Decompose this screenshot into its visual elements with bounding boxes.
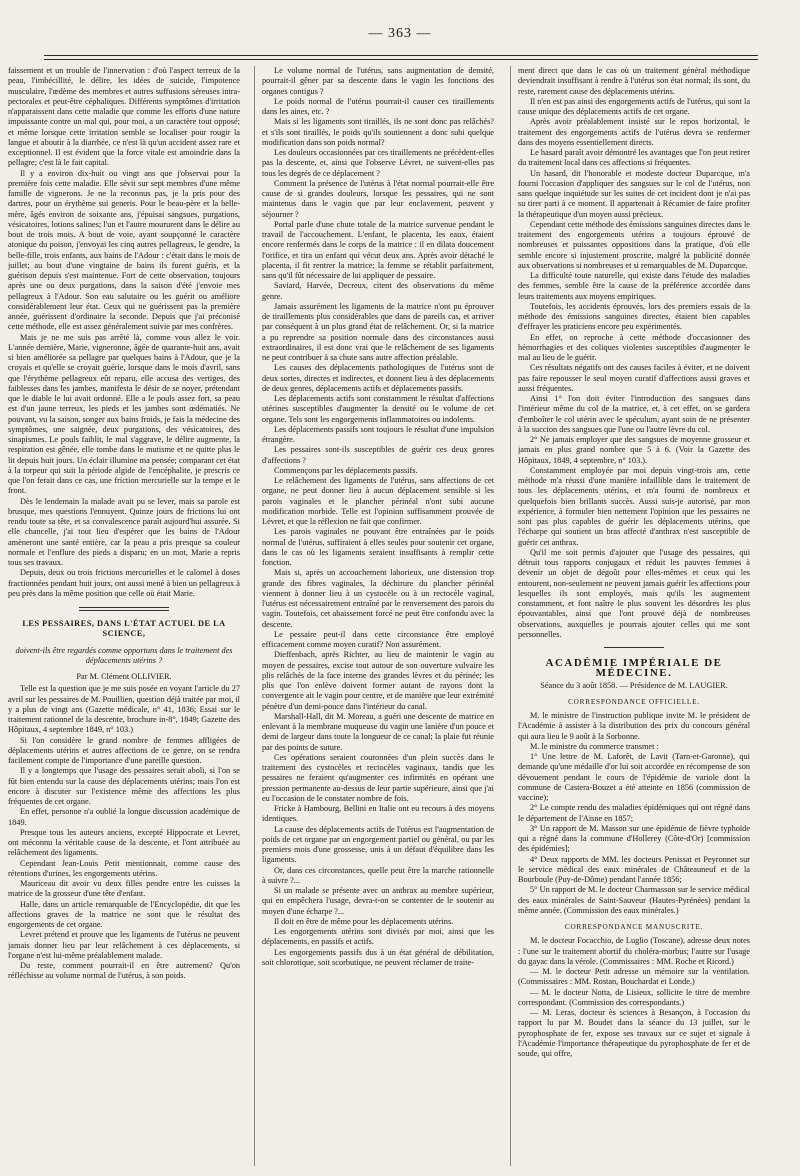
column-divider [254,66,255,1166]
article-subtitle: doivent-ils être regardés comme opportuns dans le traitement des déplacements utérins ? [15,645,233,665]
section-separator [604,647,664,648]
paragraph: Marshall-Hall, dit M. Moreau, a guéri une descente de matrice en enlevant à la membrane muqueuse du vagin une lanière d'un pouce et demi de largeur dans toute la longueur de ce canal; la plaie fut réunie par des points de suture. [262,711,494,752]
paragraph: Cependant cette méthode des émissions sanguines directes dans le traitement des engorgements utérins a toujours éprouvé de nombreuses et puissantes oppositions dans la pratique, d'où elle semble encore si injustement proscrite, malgré la publicité donnée aux observations si nombreuses et si remarquables de M. Duparcque. [518,219,750,270]
paragraph: Si l'on considère le grand nombre de femmes affligées de déplacements utérins et autres affections de ce genre, on se rendra facilement compte de l'importance d'une pareille question. [8,735,240,765]
paragraph: Telle est la question que je me suis posée en voyant l'article du 27 avril sur les pessaires de M. Pouillien, question déjà traitée par moi, il y a plus de vingt ans (Gazette médicale, n° 41, 1836; Essai sur le traitement rationnel de la descente, brochure in-8°, 1849; Gazette des Hôpitaux, 4 septembre 1849, n° 103.) [8,684,240,735]
paragraph: M. le ministre de l'instruction publique invite M. le président de l'Académie à assister à la distribution des prix du concours général qui aura lieu le 9 août à la Sorbonne. [518,711,750,741]
paragraph: Levret prétend et prouve que les ligaments de l'utérus ne peuvent jamais donner lieu par leur relâchement à ces déplacements, si l'organe n'est lui-même préalablement malade. [8,930,240,960]
paragraph: 4° Deux rapports de MM. les docteurs Penissat et Peyronnet sur le service médical des eaux minérales de Châteauneuf et de la Bourboule (Puy-de-Dôme) pendant l'année 1856; [518,854,750,884]
paragraph: — M. le docteur Petit adresse un mémoire sur la ventilation. (Commissaires : MM. Rostan, Bouchardat et Londe.) [518,967,750,987]
paragraph: Le poids normal de l'utérus pourrait-il causer ces tiraillements dans les aines, etc. ? [262,96,494,116]
paragraph: Il y a environ dix-huit ou vingt ans que j'observai pour la première fois cette maladie. Elle sévit sur sept membres d'une même famille de vignerons. Je ne la reconnus pas, je la pris pour des dartres, pour un érythème sui generis. Pour le beau-père et la belle-mère, âgés environ de soixante ans, j'épuisai sangsues, purgations, vésicatoires, lotions salines; l'un et l'autre moururent dans le délire au bout de trois mois. A bout de voie, ayant soupçonné le caractère atonique du poison, j'envoyai les cinq autres pellagreux, le gendre, la belle-fille, trois enfants, aux bains de l'Adour : c'était dans le mois de juillet; au bout d'une vingtaine de bains ils furent guéris, et la guérison depuis s'est maintenue. Fort de cette observation, toujours après une ou deux purgations, dans la saison d'été j'envoie mes pellagreux à l'Adour. Son eau salutaire ou les guérit ou améliore considérablement leur état. Ceux qui ne guérissent pas la première année, guérissent d'ordinaire la seconde. Depuis que j'ai préconisé cette méthode, elle est assez généralement suivie par mes confrères. [8,168,240,332]
paragraph: Constamment employée par moi depuis vingt-trois ans, cette méthode m'a réussi d'une manière infaillible dans le traitement de tous les déplacements utérins, et m'a fourni de nombreux et quelquefois bien brillants succès. Aussi suis-je autorisé, par mon expérience, à formuler bien nettement l'opinion que les pessaires ne sont pas plus capables de guérir les déplacements utérins, que l'écharpe qui soutient un bras affecté d'anthrax n'est susceptible de guérir cet anthrax. [518,465,750,547]
paragraph: Après avoir préalablement insisté sur le repos horizontal, le traitement des engorgements actifs de l'utérus devra se renfermer dans des moyens essentiellement directs. [518,117,750,147]
paragraph: faissement et un trouble de l'innervation : d'où l'aspect terreux de la peau, l'imbécillité, le délire, les idées de suicide, l'impotence musculaire, l'œdème des membres et autres suffusions séreuses intra-pectorales et peut-être céphaliques. Différents symptômes d'irritation n'apparaissent dans cette maladie que comme les efforts d'une nature impuissante contre un mal qui, pour moi, a un caractère tout opposé; et même lorsque cette irritation semble se localiser pour rougir la langue et aboutir à la diarrhée, ce n'est là qu'un accident assez rare et exceptionnel. Il est évident que la force vitale est amoindrie dans la pellagre; c'est là le fait capital. [8,66,240,168]
paragraph: Mauriceau dit avoir vu deux filles pendre entre les cuisses la matrice de la grosseur d'une tête d'enfant. [8,879,240,899]
paragraph: Toutefois, les accidents éprouvés, lors des premiers essais de la méthode des émissions sanguines directes, étaient bien capables d'effrayer les praticiens encore peu expérimentés. [518,301,750,332]
paragraph: Mais si, après un accouchement laborieux, une distension trop grande des fibres vaginales, la déchirure du plancher périnéal viennent à donner lieu à un cystocèle ou à un rectocèle vaginal, l'utérus est nécessairement entraîné par le renversement des parois du vagin. Toutefois, cet abaissement forcé ne peut être confondu avec la descente. [262,568,494,629]
paragraph: Les engorgements passifs dus à un état général de débilitation, soit chlorotique, soit scorbutique, ne peuvent réclamer de traite- [262,947,494,967]
paragraph: Les déplacements actifs sont constamment le résultat d'affections utérines susceptibles d'augmenter la densité ou le volume de cet organe. Tels sont les engorgements inflammatoires ou indolents. [262,394,494,424]
paragraph: Portal parle d'une chute totale de la matrice survenue pendant le travail de l'accouchement. L'enfant, le placenta, les eaux, étaient encore renfermés dans le corps de la matrice : il en dilata doucement l'orifice, et tira un enfant qui vécut deux ans. Après avoir détaché le placenta, il fit rentrer la matrice; la femme se rétablit parfaitement, sans qu'il fût nécessaire de lui appliquer de pessaire. [262,219,494,280]
paragraph: 2° Le compte rendu des maladies épidémiques qui ont régné dans le département de l'Aisne en 1857; [518,803,750,823]
paragraph: Qu'il me soit permis d'ajouter que l'usage des pessaires, qui détruit tous rapports conjugaux et réduit les pauvres femmes à devenir un objet de dégoût pour elles-mêmes et ceux qui les entourent, non-seulement ne peuvent jamais guérir les affections pour lesquelles ils sont employés, mais qu'ils les augmentent constamment, et font naître le plus souvent les désordres les plus épouvantables, ainsi que l'ont prouvé déjà de nombreuses observations, auxquelles je pourrais ajouter celles qui me sont personnelles. [518,547,750,639]
section-separator [79,607,169,611]
paragraph: Presque tous les auteurs anciens, excepté Hippocrate et Levret, ont méconnu la véritable cause de la descente, et l'ont attribuée au relâchement des ligaments. [8,827,240,858]
article-title: LES PESSAIRES, DANS L'ÉTAT ACTUEL DE LA SCIENCE, [22,619,226,639]
paragraph: Il y a longtemps que l'usage des pessaires serait aboli, si l'on se fût bien entendu sur la cause des déplacements utérins; mais l'on est encore à discuter sur l'existence même des affections les plus fréquentes de cet organe. [8,766,240,806]
paragraph: Fricke à Hambourg, Bellini en Italie ont eu recours à des moyens identiques. [262,804,494,824]
paragraph: ment direct que dans le cas où un traitement général méthodique deviendrait insuffisant à rendre à l'utérus son état normal; ils sont, du reste, rarement cause des déplacements utérins. [518,66,750,96]
paragraph: La cause des déplacements actifs de l'utérus est l'augmentation de poids de cet organe par un engorgement partiel ou général, ou par les premiers mois d'une grossesse, unis à un défaut d'équilibre dans les ligaments. [262,824,494,865]
paragraph: 5° Un rapport de M. le docteur Charmasson sur le service médical des eaux minérales de Saint-Sauveur (Hautes-Pyrénées) pendant la même année. (Commission des eaux minérales.) [518,885,750,915]
paragraph: La difficulté toute naturelle, qui existe dans l'étude des maladies des femmes, semble être la cause de la préférence accordée dans leurs traitements aux moyens empiriques. [518,271,750,301]
official-correspondence-heading: CORRESPONDANCE OFFICIELLE. [568,697,700,706]
paragraph: Si un malade se présente avec un anthrax au membre supérieur, qui en empêchera l'usage, devra-t-on se contenter de le soutenir au moyen d'une écharpe ?... [262,886,494,916]
page-number: — 363 — [368,26,432,41]
paragraph: 1° Une lettre de M. Laforêt, de Lavit (Tarn-et-Garonne), qui demande qu'une médaille d'or lui soit accordée en récompense de son dévouement pendant le cours de l'épidémie de variole dont la commune de Castera-Bouzet a été atteinte en 1856 (commission de vaccine); [518,752,750,802]
paragraph: Halle, dans un article remarquable de l'Encyclopédie, dit que les affections graves de la matrice ne sont que le résultat des engorgements de cet organe. [8,899,240,929]
paragraph: Les déplacements passifs sont toujours le résultat d'une impulsion étrangère. [262,424,494,444]
paragraph: Depuis, deux ou trois frictions mercurielles et le calomel à doses fractionnées pendant huit jours, ont aussi mené à bien un pellagreux à peu près dans la même position que celle où était Marie. [8,568,240,598]
paragraph: Or, dans ces circonstances, quelle peut être la marche rationnelle à suivre ?... [262,865,494,885]
paragraph: En effet, on reproche à cette méthode d'occasionner des hémorrhagies et des coliques violentes susceptibles d'augmenter le mal au lieu de le guérir. [518,332,750,362]
paragraph: Le volume normal de l'utérus, sans augmentation de densité, pourrait-il gêner par sa descente dans le vagin les fonctions des organes contigus ? [262,66,494,96]
column-right [518,66,750,1166]
column-left [8,66,240,1166]
academy-title: ACADÉMIE IMPÉRIALE DE MÉDECINE. [545,657,723,680]
paragraph: 2° Ne jamais employer que des sangsues de moyenne grosseur et jamais en plus grand nombre que 5 à 6. (Voir la Gazette des Hôpitaux, 1849, 4 septembre, n° 103.). [518,435,750,465]
paragraph: Saviard, Harvée, Decreux, citent des observations du même genre. [262,281,494,301]
paragraph: Les douleurs occasionnées par ces tiraillements ne précèdent-elles pas la descente, et, ainsi que l'observe Lévret, ne suivent-elles pas tous les degrés de ce déplacement ? [262,148,494,178]
header-rule-thin [44,59,758,60]
paragraph: 3° Un rapport de M. Masson sur une épidémie de fièvre typhoïde qui a régné dans la commune d'Hollerey (Côte-d'Or) [commission des épidémies]; [518,823,750,854]
paragraph: Le hasard paraît avoir démontré les avantages que l'on peut retirer du traitement local dans ces affections si fréquentes. [518,148,750,168]
column-divider [510,66,511,1166]
paragraph: Les engorgements utérins sont divisés par moi, ainsi que les déplacements, en passifs et actifs. [262,927,494,947]
manuscript-correspondence-heading: CORRESPONDANCE MANUSCRITE. [564,923,704,931]
paragraph: Les parois vaginales ne pouvant être entraînées par le poids normal de l'utérus, suffiraient à elles seules pour soutenir cet organe, dans le cas où les ligaments seraient insuffisants à remplir cette fonction. [262,527,494,567]
paragraph: Mais si les ligaments sont tiraillés, ils ne sont donc pas relâchés? et s'ils sont tiraillés, le poids qu'ils soutiennent a donc subi quelque modification dans son poids normal? [262,117,494,147]
paragraph: Les causes des déplacements pathologiques de l'utérus sont de deux sortes, directes et indirectes, et donnent lieu à des déplacements de deux genres, déplacements actifs et déplacements passifs. [262,363,494,393]
paragraph: Cependant Jean-Louis Petit mentionnait, comme cause des rétentions d'urines, les engorgements utérins. [8,858,240,878]
paragraph: Ces opérations seraient couronnées d'un plein succès dans le traitement des cystocèles et rectocèles vaginaux, tandis que les pessaires ne feraient qu'augmenter ces infirmités en opérant une pression permanente au-dessus de leur partie supérieure, ainsi que j'ai eu l'occasion de le constater nombre de fois. [262,752,494,803]
paragraph: Comment la présence de l'utérus à l'état normal pourrait-elle être cause de si grandes douleurs, lorsque les pessaires, qui ne sont maintenus dans le vagin que par leur enclavement, peuvent y séjourner ? [262,178,494,219]
session-line: Séance du 3 août 1858. — Présidence de M. LAUGIER. [540,680,728,690]
paragraph: Jamais assurément les ligaments de la matrice n'ont pu éprouver de tiraillements plus considérables que dans de pareils cas, et arriver par conséquent à un plus grand état de relâchement. Or, si la matrice a pu reprendre sa position normale dans des circonstances aussi extraordinaires, il est donc vrai que le relâchement de ses ligaments ne peut contribuer à sa chute sans autre affection préalable. [262,301,494,362]
paragraph: Commençons par les déplacements passifs. [274,465,418,475]
header-rule [44,55,758,56]
paragraph: M. le docteur Focacchio, de Luglio (Toscane), adresse deux notes : l'une sur le traitement abortif du choléra-morbus; l'autre sur l'usage du gayac dans la vérole. (Commissaires : MM. Roche et Ricord.) [518,936,750,966]
paragraph: Ces résultats négatifs ont des causes faciles à éviter, et ne doivent pas faire repousser le seul moyen curatif d'affections aussi graves et aussi fréquentes. [518,363,750,393]
paragraph: Le relâchement des ligaments de l'utérus, sans affections de cet organe, ne peut donner lieu à aucun déplacement sensible si les parois vaginales et le plancher périnéal n'ont subi aucune modification morbide. Telle est l'opinion suffisamment prouvée de Lévret, et que la réflexion ne fait que confirmer. [262,476,494,526]
paragraph: Du reste, comment pourrait-il en être autrement? Qu'on réfléchisse au volume normal de l'utérus, à son poids. [8,961,240,981]
paragraph: — M. le docteur Notta, de Lisieux, sollicite le titre de membre correspondant. (Commission des correspondants.) [518,987,750,1007]
paragraph: Ainsi 1° l'on doit éviter l'introduction des sangsues dans l'intérieur même du col de la matrice, et, à cet effet, on se gardera d'emboîter le col utérin avec le spéculum, ayant soin de ne présenter à la succion des sangsues que l'une ou l'autre lèvre du col. [518,394,750,434]
paragraph: M. le ministre du commerce transmet : [530,741,659,751]
paragraph: Dieffenbach, après Richter, au lieu de maintenir le vagin au moyen de pessaires, excise tout autour de son ouverture vulvaire les plis relâchés de la face interne des grandes lèvres et du périnée; les plis que l'on enlève doivent former autant de rayons dont la convergence ait le vagin pour centre, et de manière que leur extrémité pénètre d'un demi-pouce dans l'intérieur du canal. [262,650,494,711]
paragraph: Un hasard, dit l'honorable et modeste docteur Duparcque, m'a fourni l'occasion d'appliquer des sangsues sur le col de l'utérus, non sans quelque inquiétude sur les suites de cet incident dont je n'ai pas su tirer parti à ce moment. Il appartenait à Récamier de faire profiter la thérapeutique d'un moyen aussi précieux. [518,168,750,219]
paragraph: Les pessaires sont-ils susceptibles de guérir ces deux genres d'affections ? [262,445,494,465]
paragraph: En effet, personne n'a oublié la longue discussion académique de 1849. [8,807,240,827]
paragraph: Il n'en est pas ainsi des engorgements actifs de l'utérus, qui sont la cause unique des déplacements actifs de cet organe. [518,96,750,116]
paragraph: Mais je ne me suis pas arrêté là, comme vous allez le voir. L'année dernière, Marie, vigneronne, âgée de quarante-huit ans, avait si bien améliorée sa pellagre par quelques bains à l'Adour, que je la croyais et qu'elle se croyait guérie, lorsque dans le mois d'avril, sans que l'érythème pellagreux eût reparu, elle accusa des vertiges, des faiblesses dans les jambes, manifesta le désir de se noyer, prétendant que le diable le lui avait ordonné. Elle a le pouls assez fort, sa peau est d'un jaune terreux, les pieds et les jambes sont œdématiés. Ne pouvant, vu la saison, songer aux bains froids, je fais la médecine des symptômes, une saignée, deux purgations, des vésicatoires, des sinapismes. Le pouls faiblit, le mal s'aggrave, le délire augmente, la respiration est gênée, elle tombe dans le mutisme et ne quitte plus le lit depuis huit jours. Un éclair illumine ma pensée; comparant cet état à la torpeur qui suit la période algide de l'encéphalite, je prescris ce que l'on ferait dans ce cas, une friction mercurielle sur la tempe et le front. [8,332,240,496]
article-author: Par M. Clément OLLIVIER. [76,672,172,681]
paragraph: Il doit en être de même pour les déplacements utérins. [274,916,454,926]
paragraph: Le pessaire peut-il dans cette circonstance être employé efficacement comme moyen curatif? Non assurément. [262,629,494,649]
column-middle [262,66,494,1166]
paragraph: Dès le lendemain la malade avait pu se lever, mais sa parole est brusque, mes questions l'ennuyent. Quinze jours de frictions lui ont rendu toute sa tête, et sa convalescence paraît aujourd'hui assurée. Si elle chancelle, j'ai tout lieu d'espérer que les bains de l'Adour amèneront une santé entière, car la peau a pris presque sa couleur normale et l'enflure des pieds a disparu; en un mot, Marie a repris tous ses travaux. [8,496,240,567]
paragraph: — M. Leras, docteur ès sciences à Besançon, à l'occasion du rapport lu par M. Boudet dans la séance du 13 juillet, sur le pyrophosphate de fer, expose ses travaux sur ce sujet et signale à l'Académie l'importance thérapeutique du pyrophosphate de fer et de soude, qui offre, [518,1008,750,1058]
